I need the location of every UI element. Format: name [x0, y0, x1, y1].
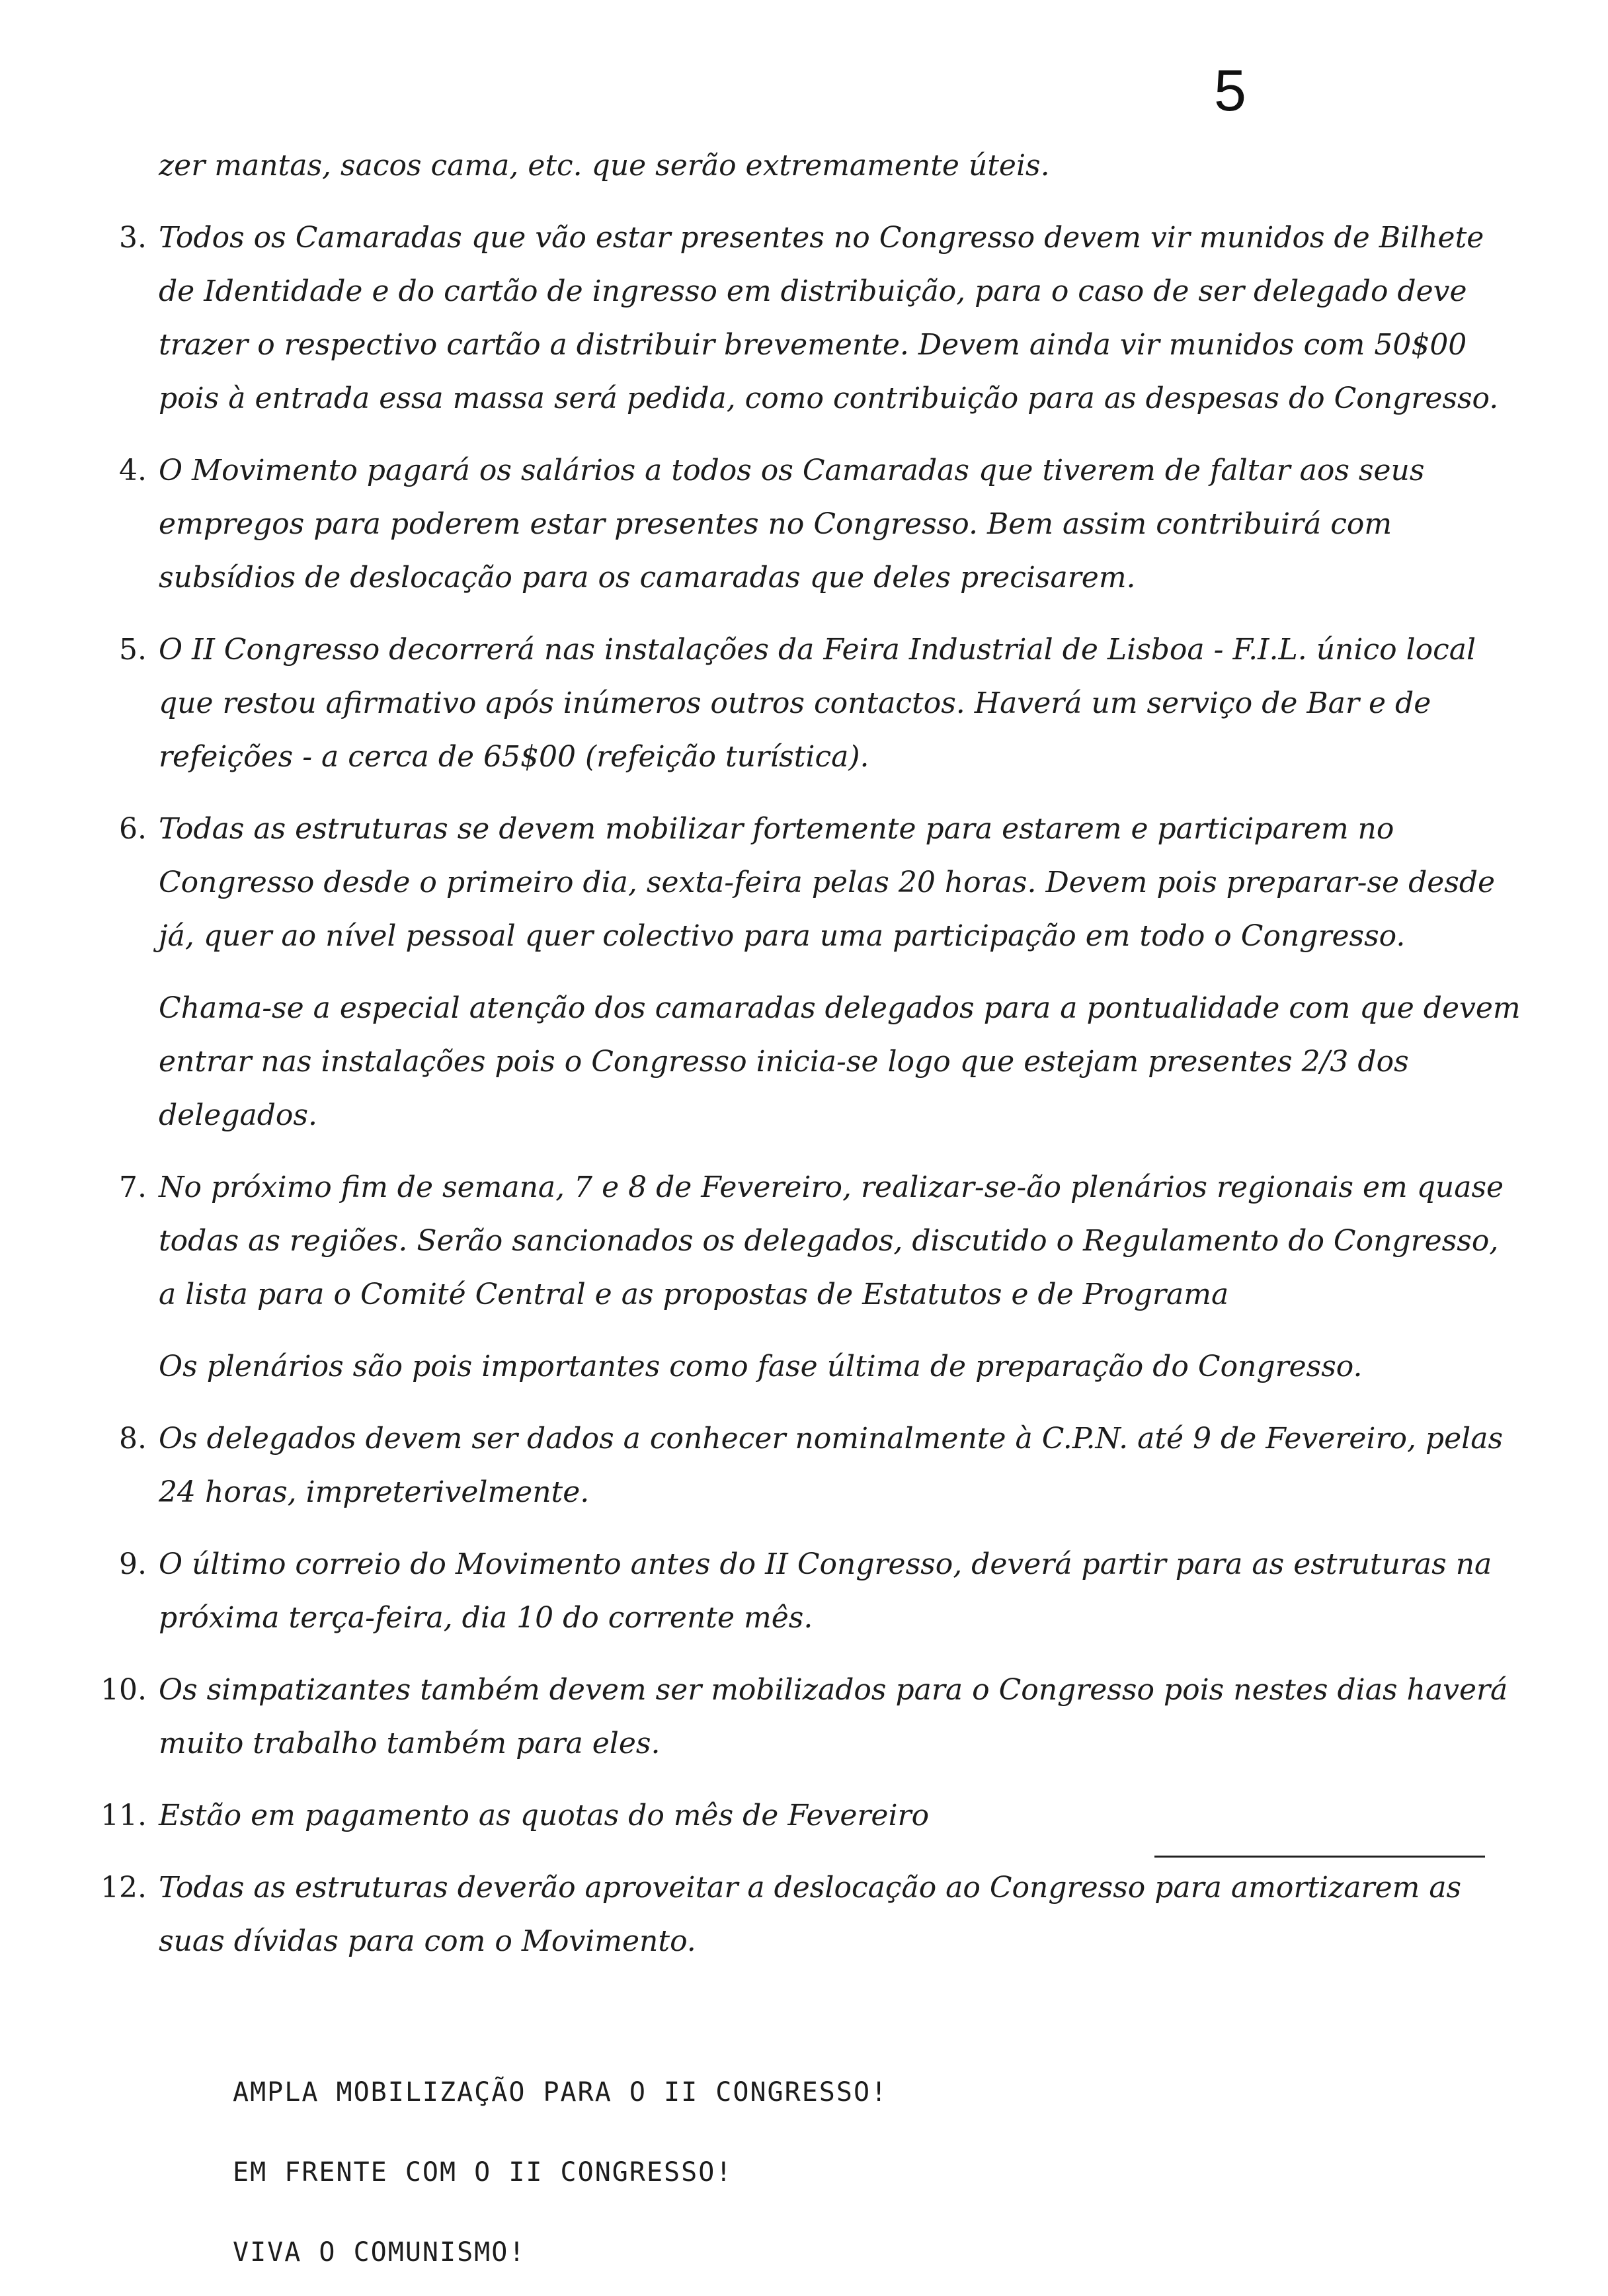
item-text: O Movimento pagará os salários a todos os Camaradas que tiverem de faltar aos seus empregos para poderem estar presentes no Congresso. Bem assim contribuirá com subsídios de deslocação para os camaradas que deles precisarem.	[159, 454, 1425, 594]
list-item-8	[119, 1412, 1521, 1519]
item-text: O II Congresso decorrerá nas instalações da Feira Industrial de Lisboa - F.I.L. único local que restou afirmativo após inúmeros outros contactos. Haverá um serviço de Bar e de refeições - a cerca de 65$00 (refeição turística).	[159, 633, 1476, 774]
item-text: Todas as estruturas deverão aproveitar a deslocação ao Congresso para amortizarem as suas dívidas para com o Movimento.	[159, 1871, 1462, 1958]
item-text: Os simpatizantes também devem ser mobilizados para o Congresso pois nestes dias haverá muito trabalho também para eles.	[159, 1673, 1508, 1760]
item-number: 8.	[119, 1422, 147, 1456]
list-item-7-note	[159, 1340, 1521, 1393]
item-text: Todas as estruturas se devem mobilizar fortemente para estarem e participarem no Congresso desde o primeiro dia, sexta-feira pelas 20 horas. Devem pois preparar-se desde já, quer ao nível pessoal quer colectivo para uma participação em todo o Congresso.	[159, 812, 1496, 953]
page-number: 5	[1214, 58, 1246, 123]
item-number: 12.	[100, 1871, 147, 1905]
item-number: 7.	[119, 1170, 147, 1204]
item-number: 4.	[119, 454, 147, 487]
item-text: Estão em pagamento as quotas do mês de Fevereiro	[159, 1799, 930, 1832]
item-number: 9.	[119, 1547, 147, 1581]
body-text	[100, 139, 1521, 1968]
item-text: Todos os Camaradas que vão estar presentes no Congresso devem vir munidos de Bilhete de Identidade e do cartão de ingresso em distribuição, para o caso de ser delegado deve trazer o respectivo cartão a distribuir brevemente. Devem ainda vir munidos com 50$00 pois à entrada essa massa será pedida, como contribuição para as despesas do Congresso.	[159, 221, 1499, 415]
slogan: EM FRENTE COM O II CONGRESSO!	[233, 2157, 733, 2188]
list-item-12	[100, 1861, 1521, 1968]
item-number: 10.	[100, 1673, 147, 1707]
item-number: 5.	[119, 633, 147, 667]
item-text: O último correio do Movimento antes do II Congresso, deverá partir para as estruturas na próxima terça-feira, dia 10 do corrente mês.	[159, 1547, 1492, 1635]
list-item-9	[119, 1538, 1521, 1645]
slogan: AMPLA MOBILIZAÇÃO PARA O II CONGRESSO!	[233, 2077, 889, 2108]
item-number: 3.	[119, 221, 147, 255]
item-number: 6.	[119, 812, 147, 846]
intro-paragraph: zer mantas, sacos cama, etc. que serão extremamente úteis.	[159, 149, 1050, 183]
list-item-6	[119, 802, 1521, 963]
list-item-10	[100, 1663, 1521, 1770]
list-item-6-note	[159, 981, 1521, 1142]
item-text: Os plenários são pois importantes como fase última de preparação do Congresso.	[159, 1350, 1363, 1383]
item-text: No próximo fim de semana, 7 e 8 de Fevereiro, realizar-se-ão plenários regionais em quase todas as regiões. Serão sancionados os delegados, discutido o Regulamento do Congresso, a lista para o Comité Central e as propostas de Estatutos e de Programa	[159, 1170, 1504, 1311]
list-item-5	[119, 623, 1521, 784]
list-item-7	[119, 1161, 1521, 1321]
list-item-4	[119, 444, 1521, 604]
list-item-3	[119, 211, 1521, 425]
slogans-block	[233, 2053, 888, 2293]
item-text: Chama-se a especial atenção dos camaradas delegados para a pontualidade com que devem entrar nas instalações pois o Congresso inicia-se logo que estejam presentes 2/3 dos delegados.	[159, 991, 1521, 1132]
list-item-11	[100, 1789, 1521, 1842]
item-number: 11.	[100, 1799, 147, 1832]
horizontal-rule	[1154, 1856, 1485, 1858]
item-text: Os delegados devem ser dados a conhecer nominalmente à C.P.N. até 9 de Fevereiro, pelas 24 horas, impreterivelmente.	[159, 1422, 1504, 1509]
slogan: VIVA O COMUNISMO!	[233, 2237, 526, 2268]
